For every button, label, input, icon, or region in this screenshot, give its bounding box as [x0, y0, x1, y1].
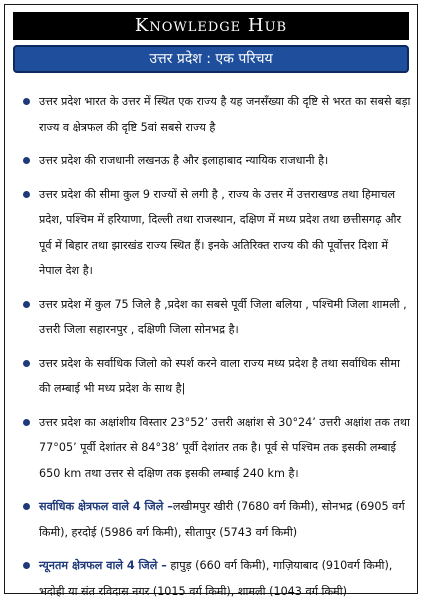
bullet-icon	[23, 360, 30, 367]
bullet-icon	[23, 503, 30, 510]
bullet-icon	[23, 98, 30, 105]
item-text: उत्तर प्रदेश भारत के उत्तर में स्थित एक राज्य है यह जनसँख्या की दृष्टि से भरत का सबसे बड़ा राज्य व क्षेत्रफल की दृष्टि 5वां सबसे राज्य है	[39, 95, 411, 134]
bullet-icon	[23, 157, 30, 164]
item-heading: न्यूनतम क्षेत्रफल वाले 4 जिले –	[39, 559, 167, 572]
list-item	[19, 89, 411, 140]
bullet-icon	[23, 301, 30, 308]
list-item	[19, 494, 411, 545]
page-subtitle: उत्तर प्रदेश : एक परिचय	[13, 45, 409, 73]
item-text: उत्तर प्रदेश का अक्षांशीय विस्तार 23°52’ उत्तरी अक्षांश से 30°24’ उत्तरी अक्षांश तक तथा 77°05’ पूर्वी देशांतर से 84°38’ पूर्वी देशांतर तक है। पूर्व से पश्चिम तक इसकी लम्बाई 650 km तथा उत्तर से दक्षिण तक इसकी लम्बाई 240 km है।	[39, 415, 410, 480]
bullet-icon	[23, 562, 30, 569]
item-text: उत्तर प्रदेश की सीमा कुल 9 राज्यों से लगी है , राज्य के उत्तर में उत्तराखण्ड तथा हिमाचल प्रदेश, पश्चिम में हरियाणा, दिल्ली तथा राजस्थान, दक्षिण में मध्य प्रदेश तथा छत्तीसगढ़ और पूर्व में बिहार तथा झारखंड राज्य स्थित हैं। इनके अतिरिक्त राज्य की की पूर्वोत्तर दिशा में नेपाल देश है।	[39, 187, 402, 277]
item-text: उत्तर प्रदेश में कुल 75 जिले है ,प्रदेश का सबसे पूर्वी जिला बलिया , पश्चिमी जिला शामली , उत्तरी जिला सहारनपुर , दक्षिणी जिला सोनभद्र है।	[39, 297, 407, 336]
list-item	[19, 351, 411, 402]
bullet-icon	[23, 191, 30, 198]
list-item	[19, 410, 411, 487]
item-text: हापुड़ (660 वर्ग किमी), गाज़ियाबाद (910वर्ग किमी), भदोही या संत रविदास नगर (1015 वर्ग किमी), शामली (1043 वर्ग किमी)	[39, 559, 393, 598]
item-text: लखीमपुर खीरी (7680 वर्ग किमी), सोनभद्र (6905 वर्ग किमी), हरदोई (5986 वर्ग किमी), सीतापुर (5743 वर्ग किमी)	[39, 500, 405, 539]
bullet-icon	[23, 419, 30, 426]
list-item	[19, 182, 411, 284]
list-item	[19, 148, 411, 174]
item-heading: सर्वाधिक क्षेत्रफल वाले 4 जिले –	[39, 500, 173, 513]
page-header: Knowledge Hub	[13, 12, 409, 40]
fact-list	[19, 89, 411, 612]
list-item	[19, 292, 411, 343]
page-frame	[4, 4, 418, 598]
list-item	[19, 553, 411, 604]
item-text: उत्तर प्रदेश की राजधानी लखनऊ है और इलाहाबाद न्यायिक राजधानी है।	[39, 154, 329, 167]
item-text: उत्तर प्रदेश के सर्वाधिक जिलो को स्पर्श करने वाला राज्य मध्य प्रदेश है तथा सर्वाधिक सीमा की लम्बाई भी मध्य प्रदेश के साथ है|	[39, 356, 400, 395]
